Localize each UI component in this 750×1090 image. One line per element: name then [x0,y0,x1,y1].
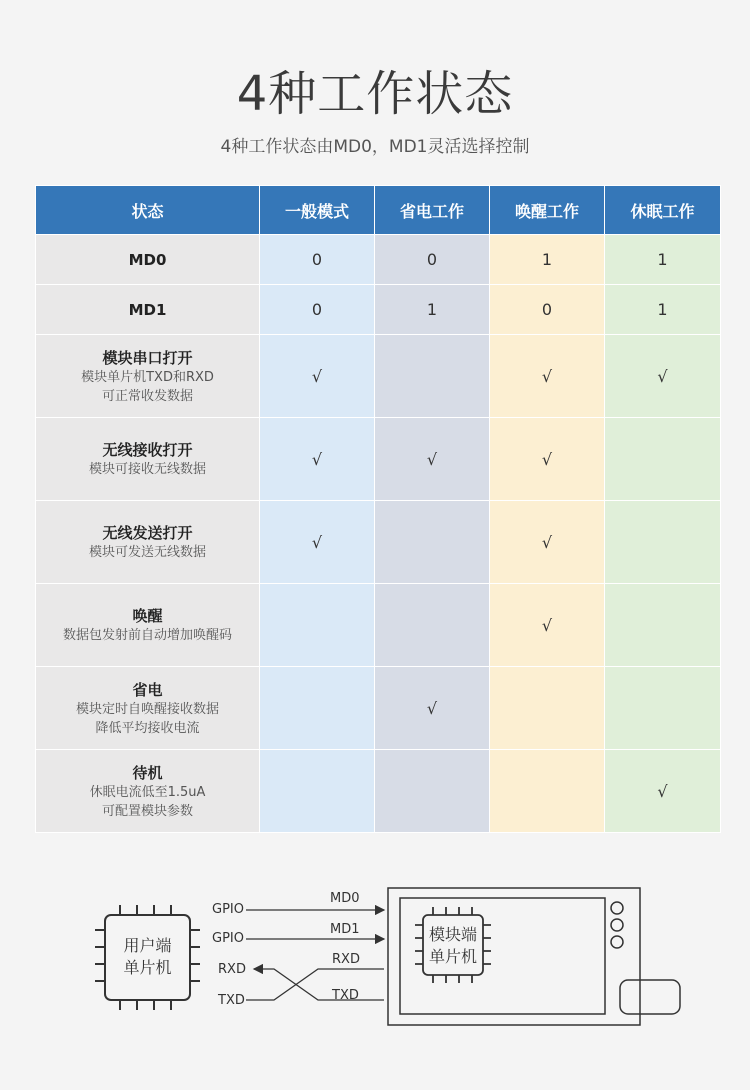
table-cell: 1 [605,235,721,285]
row-description: 模块定时自唤醒接收数据 降低平均接收电流 [75,701,219,736]
table-cell [260,584,375,667]
table-cell: 1 [490,235,605,285]
right-pin-md1: MD1 [330,922,360,937]
row-description: 模块可发送无线数据 [88,545,206,560]
table-cell [490,750,605,833]
wiring-diagram [0,860,750,1060]
table-row [36,501,721,584]
table-cell: √ [490,418,605,501]
module-mcu-text: 模块端 单片机 [428,925,477,966]
signal-wires [246,910,384,1000]
table-cell: 0 [375,235,490,285]
user-mcu-text: 用户端 单片机 [123,936,172,977]
table-row [36,235,721,285]
header-power-saving: 省电工作 [375,186,490,235]
left-pin-gpio-2: GPIO [212,931,244,946]
page-subtitle: 4种工作状态由MD0，MD1灵活选择控制 [220,137,530,157]
table-cell: 1 [605,285,721,335]
row-name: 唤醒 [132,607,163,625]
right-pin-txd: TXD [332,988,359,1003]
row-name: 模块串口打开 [102,348,193,367]
table-cell [375,750,490,833]
table-cell: √ [490,584,605,667]
page-title: 4种工作状态 [236,66,514,122]
table-header-row [36,186,721,235]
table-cell [605,501,721,584]
work-state-table [35,185,721,833]
left-pin-rxd: RXD [218,962,246,977]
row-name: 无线接收打开 [102,441,193,459]
table-cell: √ [375,667,490,750]
table-cell [375,335,490,418]
table-cell: 0 [260,235,375,285]
table-cell [375,501,490,584]
table-row [36,418,721,501]
row-name: 待机 [132,763,163,782]
left-pin-gpio-1: GPIO [212,902,244,917]
table-cell [260,667,375,750]
header-wakeup: 唤醒工作 [490,186,605,235]
table-cell: √ [260,418,375,501]
right-pin-rxd: RXD [332,952,360,967]
table-cell [260,750,375,833]
row-description: 数据包发射前自动增加唤醒码 [62,628,232,643]
user-mcu-label [110,935,185,979]
table-row [36,335,721,418]
row-name: MD1 [128,300,167,319]
table-cell: √ [605,750,721,833]
table-cell: √ [260,501,375,584]
row-description: 休眠电流低至1.5uA 可配置模块参数 [89,784,206,819]
table-row [36,667,721,750]
table-row [36,285,721,335]
table-cell: √ [490,335,605,418]
module-mcu-label [425,924,481,968]
table-cell: √ [490,501,605,584]
table-cell [375,584,490,667]
table-cell [605,418,721,501]
header-state: 状态 [36,186,260,235]
table-cell: 0 [490,285,605,335]
table-cell: 0 [260,285,375,335]
table-cell: √ [375,418,490,501]
table-cell [605,667,721,750]
row-description: 模块可接收无线数据 [88,462,206,477]
row-name: 省电 [132,680,163,699]
table-cell [490,667,605,750]
table-cell: √ [260,335,375,418]
row-description: 模块单片机TXD和RXD 可正常收发数据 [81,369,214,404]
table-row [36,750,721,833]
right-pin-md0: MD0 [330,891,360,906]
header-sleep: 休眠工作 [605,186,721,235]
table-cell: 1 [375,285,490,335]
left-pin-txd: TXD [218,993,245,1008]
row-name: MD0 [128,250,167,269]
table-row [36,584,721,667]
table-cell [605,584,721,667]
table-cell: √ [605,335,721,418]
row-name: 无线发送打开 [102,524,193,542]
header-normal-mode: 一般模式 [260,186,375,235]
